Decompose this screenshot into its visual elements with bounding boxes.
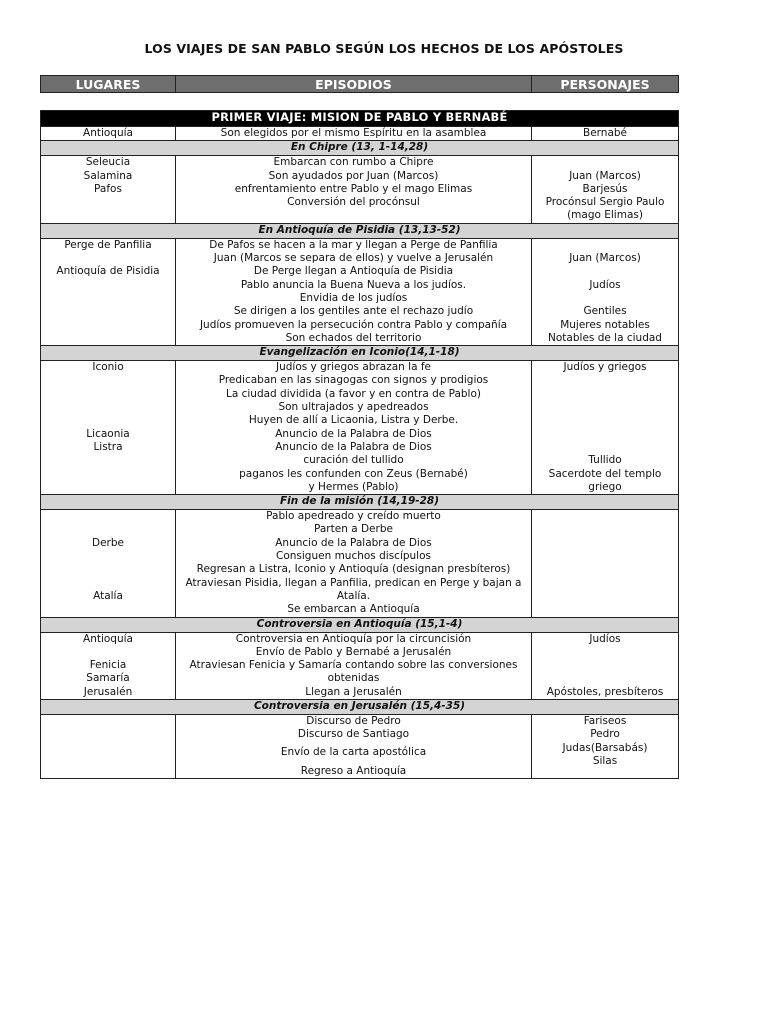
episodio-text: Llegan a Jerusalén [305,685,402,698]
lugar-cell [41,361,176,495]
episodio-text: Discurso de Santiago [297,728,410,741]
episodio-text: Parten a Derbe [314,523,393,536]
episodio-text: Pablo apedreado y creído muerto [266,510,441,523]
episodio-text: Pablo anuncia la Buena Nueva a los judíos. [240,278,467,291]
personaje-cell [532,714,679,778]
episodio-cell [176,632,532,699]
lugar-text: Atalía [93,589,123,602]
personaje-text: Pedro [590,728,620,741]
personaje-text: (mago Elimas) [567,209,643,222]
journeys-table [40,110,679,779]
personaje-cell [532,361,679,495]
personaje-text: Sacerdote del templo [548,467,662,480]
episodio-text: Judíos promueven la persecución contra Pablo y compañía [199,318,508,331]
table-row [41,156,679,223]
header-personajes: PERSONAJES [532,76,679,93]
episodio-text: Embarcan con rumbo a Chipre [273,156,434,169]
section-header-row [41,617,679,632]
episodio-text: Anuncio de la Palabra de Dios [275,427,432,440]
personaje-text: Silas [592,754,618,767]
lugar-text: Listra [93,440,123,453]
episodio-text: De Perge llegan a Antioquía de Pisidia [253,265,454,278]
lugar-text: Seleucia [85,156,131,169]
episodio-text: Envidia de los judíos [299,291,408,304]
episodio-cell [176,714,532,778]
episodio-text: De Pafos se hacen a la mar y llegan a Perge de Panfilia [209,238,498,251]
table-row [41,714,679,778]
personaje-text: Tullido [588,454,622,467]
episodio-text: paganos les confunden con Zeus (Bernabé) [239,467,468,480]
episodio-text: Atraviesan Fenicia y Samaría contando sobre las conversiones obtenidas [189,659,518,685]
episodio-text: Se dirigen a los gentiles ante el rechazo judío [233,305,474,318]
personaje-text: Barjesús [582,182,628,195]
lugar-cell [41,510,176,617]
section-header-row [41,699,679,714]
lugar-text: Samaría [86,672,130,685]
personaje-cell [532,156,679,223]
personaje-text: Juan (Marcos) [569,169,641,182]
lugar-text: Pafos [94,182,122,195]
episodio-text: curación del tullido [303,454,404,467]
episodio-cell [176,510,532,617]
episodio-text: Predicaban en las sinagogas con signos y prodigios [218,374,489,387]
section-title: En Chipre (13, 1-14,28) [41,141,679,156]
document-title: LOS VIAJES DE SAN PABLO SEGÚN LOS HECHOS DE LOS APÓSTOLES [144,41,624,56]
personaje-text: Procónsul Sergio Paulo [545,196,665,209]
personaje-cell [532,238,679,345]
personaje-text: Fariseos [583,714,627,727]
section-title: Fin de la misión (14,19-28) [41,495,679,510]
episodio-text: Envío de la carta apostólica [280,745,427,758]
lugar-text: Fenicia [89,659,127,672]
episodio-cell [176,361,532,495]
episodio-text: Conversión del procónsul [287,196,420,209]
lugar-text: Antioquía [83,632,133,645]
header-lugares: LUGARES [41,76,176,93]
episodio-cell [176,238,532,345]
personaje-text: Judíos [589,632,621,645]
personaje-text: Gentiles [583,305,627,318]
personaje-cell [532,510,679,617]
episodio-text: Huyen de allí a Licaonia, Listra y Derbe. [248,414,459,427]
table-row [41,632,679,699]
lugar-text: Licaonia [86,427,130,440]
lugar-text: Jerusalén [83,685,133,698]
section-header-row [41,141,679,156]
personaje-text: griego [588,480,622,493]
lugar-cell: Antioquía [41,127,176,141]
personaje-text: Apóstoles, presbíteros [546,685,664,698]
personaje-cell [532,632,679,699]
episodio-text: La ciudad dividida (a favor y en contra de Pablo) [225,387,481,400]
lugar-text: Antioquía de Pisidia [56,265,160,278]
personaje-text: Juan (Marcos) [569,252,641,265]
episodio-text: Controversia en Antioquía por la circuncisión [235,632,472,645]
table-row [41,361,679,495]
episodio-text: Envío de Pablo y Bernabé a Jerusalén [255,645,452,658]
section-title: Evangelización en Iconio(14,1-18) [41,346,679,361]
section-title: Controversia en Antioquía (15,1-4) [41,617,679,632]
table-row [41,238,679,345]
section-title: Controversia en Jerusalén (15,4-35) [41,699,679,714]
journey-title-row [41,111,679,127]
section-header-row [41,346,679,361]
lugar-cell [41,156,176,223]
episodio-text: Consiguen muchos discípulos [276,550,431,563]
episodio-text: Regreso a Antioquía [300,764,407,777]
episodio-text: Se embarcan a Antioquía [287,603,420,616]
table-row [41,510,679,617]
episodio-text: Juan (Marcos se separa de ellos) y vuelve a Jerusalén [213,252,494,265]
lugar-text: Iconio [92,361,124,374]
column-header-table [40,75,679,93]
lugar-text: Derbe [92,536,124,549]
personaje-text: Judíos [589,278,621,291]
section-header-row [41,223,679,238]
personaje-text: Judíos y griegos [563,361,647,374]
lugar-cell [41,714,176,778]
episodio-cell [176,156,532,223]
episodio-text: Anuncio de la Palabra de Dios [275,536,432,549]
section-header-row [41,495,679,510]
episodio-text: Regresan a Listra, Iconio y Antioquía (designan presbíteros) [196,563,511,576]
episodio-text: Discurso de Pedro [306,714,401,727]
episodio-text: Anuncio de la Palabra de Dios [275,440,432,453]
lugar-text: Salamina [83,169,133,182]
episodio-text: Judíos y griegos abrazan la fe [275,361,431,374]
episodio-text: Atraviesan Pisidia, llegan a Panfilia, predican en Perge y bajan a Atalía. [185,576,522,602]
section-title: En Antioquía de Pisidia (13,13-52) [41,223,679,238]
personaje-text: Judas(Barsabás) [562,741,648,754]
episodio-cell: Son elegidos por el mismo Espíritu en la asamblea [176,127,532,141]
personaje-text: Notables de la ciudad [548,331,662,344]
header-episodios: EPISODIOS [176,76,532,93]
episodio-text: Son ayudados por Juan (Marcos) [268,169,439,182]
journey-title: PRIMER VIAJE: MISION DE PABLO Y BERNABÉ [41,111,679,127]
lugar-text: Perge de Panfilia [64,238,152,251]
episodio-text: Son ultrajados y apedreados [278,401,429,414]
lugar-cell [41,238,176,345]
episodio-text: enfrentamiento entre Pablo y el mago Elimas [234,182,473,195]
episodio-text: Son echados del territorio [285,331,422,344]
table-row [41,127,679,141]
personaje-text: Mujeres notables [560,318,650,331]
episodio-text: y Hermes (Pablo) [308,480,399,493]
personaje-cell: Bernabé [532,127,679,141]
lugar-cell [41,632,176,699]
